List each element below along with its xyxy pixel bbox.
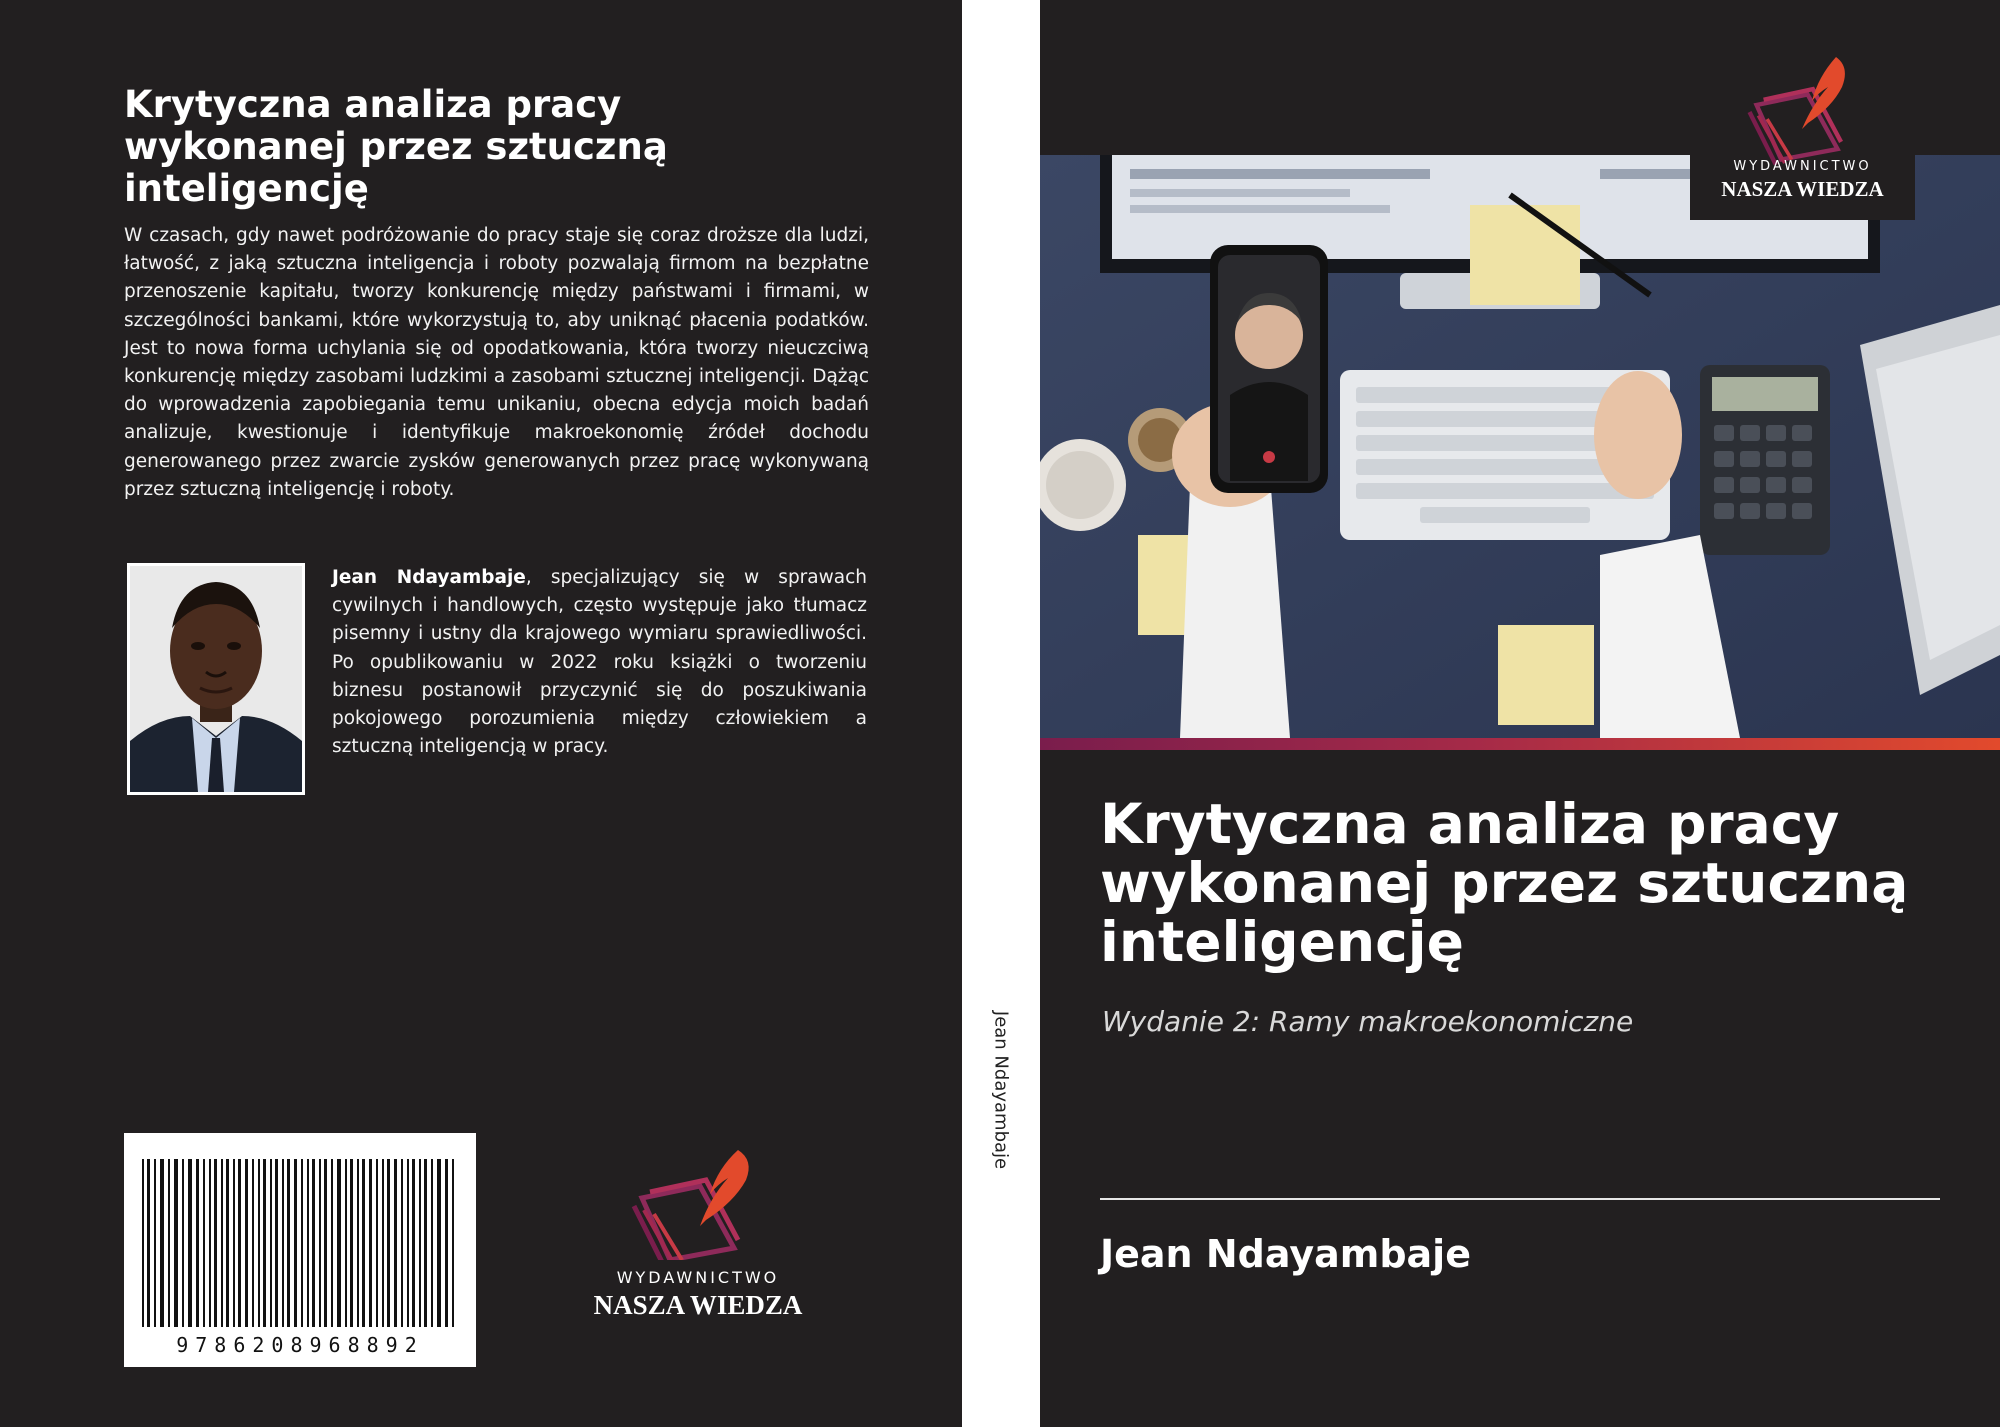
spine <box>962 0 1040 1427</box>
barcode-bar <box>203 1159 205 1327</box>
author-portrait-illustration <box>130 566 302 792</box>
barcode-bar <box>369 1159 372 1327</box>
barcode-bar <box>282 1159 284 1327</box>
author-bio-text: , specjalizujący się w sprawach cywilnych i handlowych, często występuje jako tłumacz pisemny i ustny dla krajowego wymiaru sprawiedliwości. Po opublikowaniu w 2022 roku książki o tworzeniu biznesu postanowił przyczynić się do poszukiwania pokojowego porozumienia między człowiekiem a sztuczną inteligencją w pracy. <box>332 567 867 758</box>
barcode-bar <box>252 1159 254 1327</box>
barcode-bar <box>350 1159 353 1327</box>
barcode-bar <box>431 1159 433 1327</box>
barcode-bar <box>287 1159 290 1327</box>
front-publisher-logo <box>1690 55 1915 220</box>
barcode-bar <box>168 1159 170 1327</box>
barcode-bar <box>147 1159 150 1327</box>
barcode-bar <box>324 1159 327 1327</box>
publisher-logo-icon <box>578 1140 818 1260</box>
barcode-bar <box>445 1159 448 1327</box>
barcode-bar <box>407 1159 409 1327</box>
barcode-bar <box>221 1159 223 1327</box>
cover-photo <box>1040 155 2000 738</box>
barcode-bar <box>263 1159 266 1327</box>
barcode-bar <box>394 1159 397 1327</box>
author-bio <box>332 564 867 761</box>
barcode-bar <box>245 1159 248 1327</box>
barcode-bar <box>226 1159 229 1327</box>
barcode-bar <box>301 1159 303 1327</box>
barcode-bar <box>452 1159 454 1327</box>
barcode-bar <box>196 1159 199 1327</box>
barcode-bar <box>419 1159 421 1327</box>
barcode-bar <box>174 1159 178 1327</box>
front-cover-title: Krytyczna analiza pracy wykonanej przez sztuczną inteligencję <box>1100 792 1909 974</box>
barcode-bar <box>382 1159 384 1327</box>
back-cover-blurb: W czasach, gdy nawet podróżowanie do pracy staje się coraz droższe dla ludzi, łatwość, z jaką sztuczna inteligencja i roboty pozwalają firmom na bezpłatne przenoszenie kapitału, tworzy konkurencję między państwami i firmami, w szczególności bankami, które wykorzystują to, aby uniknąć płacenia podatków. Jest to nowa forma uchylania się od opodatkowania, która tworzy nieuczciwą konkurencję między zasobami ludzkimi a zasobami sztucznej inteligencji. Dążąc do wprowadzenia zapobiegania temu unikaniu, obecna edycja moich badań analizuje, kwestionuje i identyfikuje makroekonomię źródeł dochodu generowanego przez zwarcie zysków generowanych przez pracę wykonywaną przez sztuczną inteligencję i roboty. <box>124 225 869 500</box>
barcode-bar <box>331 1159 333 1327</box>
isbn-barcode <box>124 1133 476 1367</box>
cover-photo-illustration <box>1040 155 2000 738</box>
front-publisher-line1: WYDAWNICTWO <box>1733 159 1872 174</box>
back-publisher-logo <box>578 1140 818 1330</box>
front-cover-subtitle: Wydanie 2: Ramy makroekonomiczne <box>1102 1005 1634 1038</box>
author-bio-name: Jean Ndayambaje <box>332 567 526 588</box>
barcode-bar <box>357 1159 359 1327</box>
barcode-bar <box>319 1159 321 1327</box>
barcode-bar <box>160 1159 164 1327</box>
barcode-bar <box>142 1159 144 1327</box>
barcode-bar <box>154 1159 156 1327</box>
barcode-bar <box>258 1159 260 1327</box>
barcode-bar <box>412 1159 415 1327</box>
barcode-bar <box>312 1159 315 1327</box>
front-publisher-line2: NASZA WIEDZA <box>1721 177 1884 201</box>
spine-author: Jean Ndayambaje <box>990 1010 1012 1170</box>
author-photo <box>127 563 305 795</box>
barcode-bar <box>437 1159 441 1327</box>
barcode-bar <box>209 1159 211 1327</box>
publisher-logo-icon <box>1690 55 1915 165</box>
barcode-bar <box>362 1159 365 1327</box>
back-cover-title: Krytyczna analiza pracy wykonanej przez sztuczną inteligencję <box>124 83 668 210</box>
isbn-digits: 9786208968892 <box>176 1333 424 1357</box>
barcode-bar <box>294 1159 297 1327</box>
barcode-bar <box>401 1159 403 1327</box>
barcode-bar <box>270 1159 272 1327</box>
divider <box>1100 1198 1940 1200</box>
barcode-bar <box>307 1159 309 1327</box>
accent-bar <box>1040 738 2000 750</box>
barcode-bar <box>387 1159 390 1327</box>
barcode-bar <box>182 1159 184 1327</box>
publisher-line1: WYDAWNICTWO <box>616 1268 780 1287</box>
barcode-bar <box>424 1159 427 1327</box>
barcode-bar <box>214 1159 217 1327</box>
barcode-bar <box>188 1159 192 1327</box>
back-cover <box>0 0 962 1427</box>
publisher-line2: NASZA WIEDZA <box>593 1290 803 1320</box>
barcode-bar <box>345 1159 347 1327</box>
barcode-bar <box>275 1159 278 1327</box>
barcode-icon <box>124 1133 476 1367</box>
front-cover-author: Jean Ndayambaje <box>1100 1232 1471 1276</box>
front-cover <box>1040 0 2000 1427</box>
barcode-bar <box>238 1159 241 1327</box>
barcode-bar <box>376 1159 378 1327</box>
barcode-bar <box>233 1159 235 1327</box>
barcode-bar <box>337 1159 341 1327</box>
